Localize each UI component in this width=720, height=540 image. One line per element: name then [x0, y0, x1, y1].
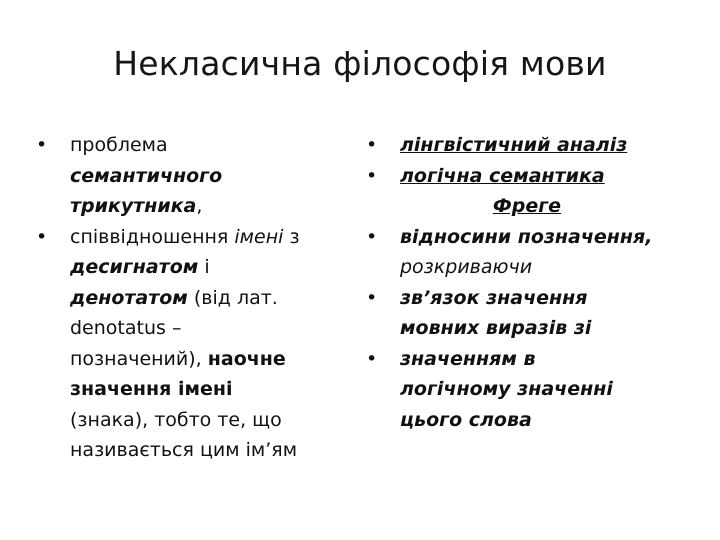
- text-fragment: позначений),: [70, 347, 208, 370]
- bullet-item-designation-relations: [364, 222, 694, 283]
- bullet-marker: •: [366, 164, 378, 187]
- emphasis-text: наочне: [207, 347, 286, 370]
- text-fragment: (від лат.: [187, 286, 278, 309]
- text-line: значення імені: [70, 378, 233, 400]
- text-line: значенням в: [400, 347, 536, 370]
- emphasis-text: десигнатом: [70, 256, 199, 278]
- emphasis-text: імені: [234, 225, 284, 248]
- text-line: цього слова: [400, 408, 532, 431]
- bullet-item-logical-meaning: [364, 344, 694, 436]
- text-line: зв’язок значення: [400, 286, 588, 309]
- text-fragment: і: [198, 256, 210, 278]
- emphasis-text: логічна семантика: [400, 164, 605, 187]
- text-line: [400, 161, 694, 192]
- text-fragment: з: [283, 225, 300, 248]
- text-line: мовних виразів зі: [400, 317, 592, 339]
- text-line: [70, 222, 354, 253]
- text-line: відносини позначення,: [400, 225, 653, 248]
- text-fragment: ,: [196, 195, 203, 217]
- text-line: логічному значенні: [400, 378, 613, 400]
- slide-title: Некласична філософія мови: [113, 44, 607, 83]
- text-line: denotatus –: [70, 317, 182, 339]
- bullet-marker: •: [366, 134, 378, 156]
- bullet-marker: •: [366, 225, 378, 248]
- text-fragment: співвідношення: [70, 225, 235, 248]
- left-column: [34, 130, 354, 466]
- text-line: Фреге: [492, 195, 562, 217]
- bullet-item-name-relation: [34, 222, 354, 466]
- text-line: лінгвістичний аналіз: [400, 134, 628, 156]
- bullet-item-meaning-connection: [364, 283, 694, 344]
- bullet-marker: •: [36, 134, 48, 156]
- text-line: називається цим ім’ям: [70, 439, 298, 461]
- bullet-item-semantic-triangle: [34, 130, 354, 222]
- text-line: [70, 252, 354, 283]
- text-line: проблема: [70, 134, 168, 156]
- text-line: [70, 191, 354, 222]
- text-line: [70, 344, 354, 375]
- emphasis-text: трикутника: [70, 195, 197, 217]
- emphasis-text: денотатом: [70, 286, 188, 309]
- right-column: [364, 130, 694, 435]
- text-line: (знака), тобто те, що: [70, 408, 282, 431]
- text-line: розкриваючи: [400, 256, 533, 278]
- bullet-marker: •: [36, 225, 48, 248]
- bullet-marker: •: [366, 347, 378, 370]
- bullet-marker: •: [366, 286, 378, 309]
- text-line: [70, 283, 354, 314]
- text-line: семантичного: [70, 164, 223, 187]
- bullet-item-logical-semantics: [364, 161, 694, 222]
- bullet-item-linguistic-analysis: [364, 130, 694, 161]
